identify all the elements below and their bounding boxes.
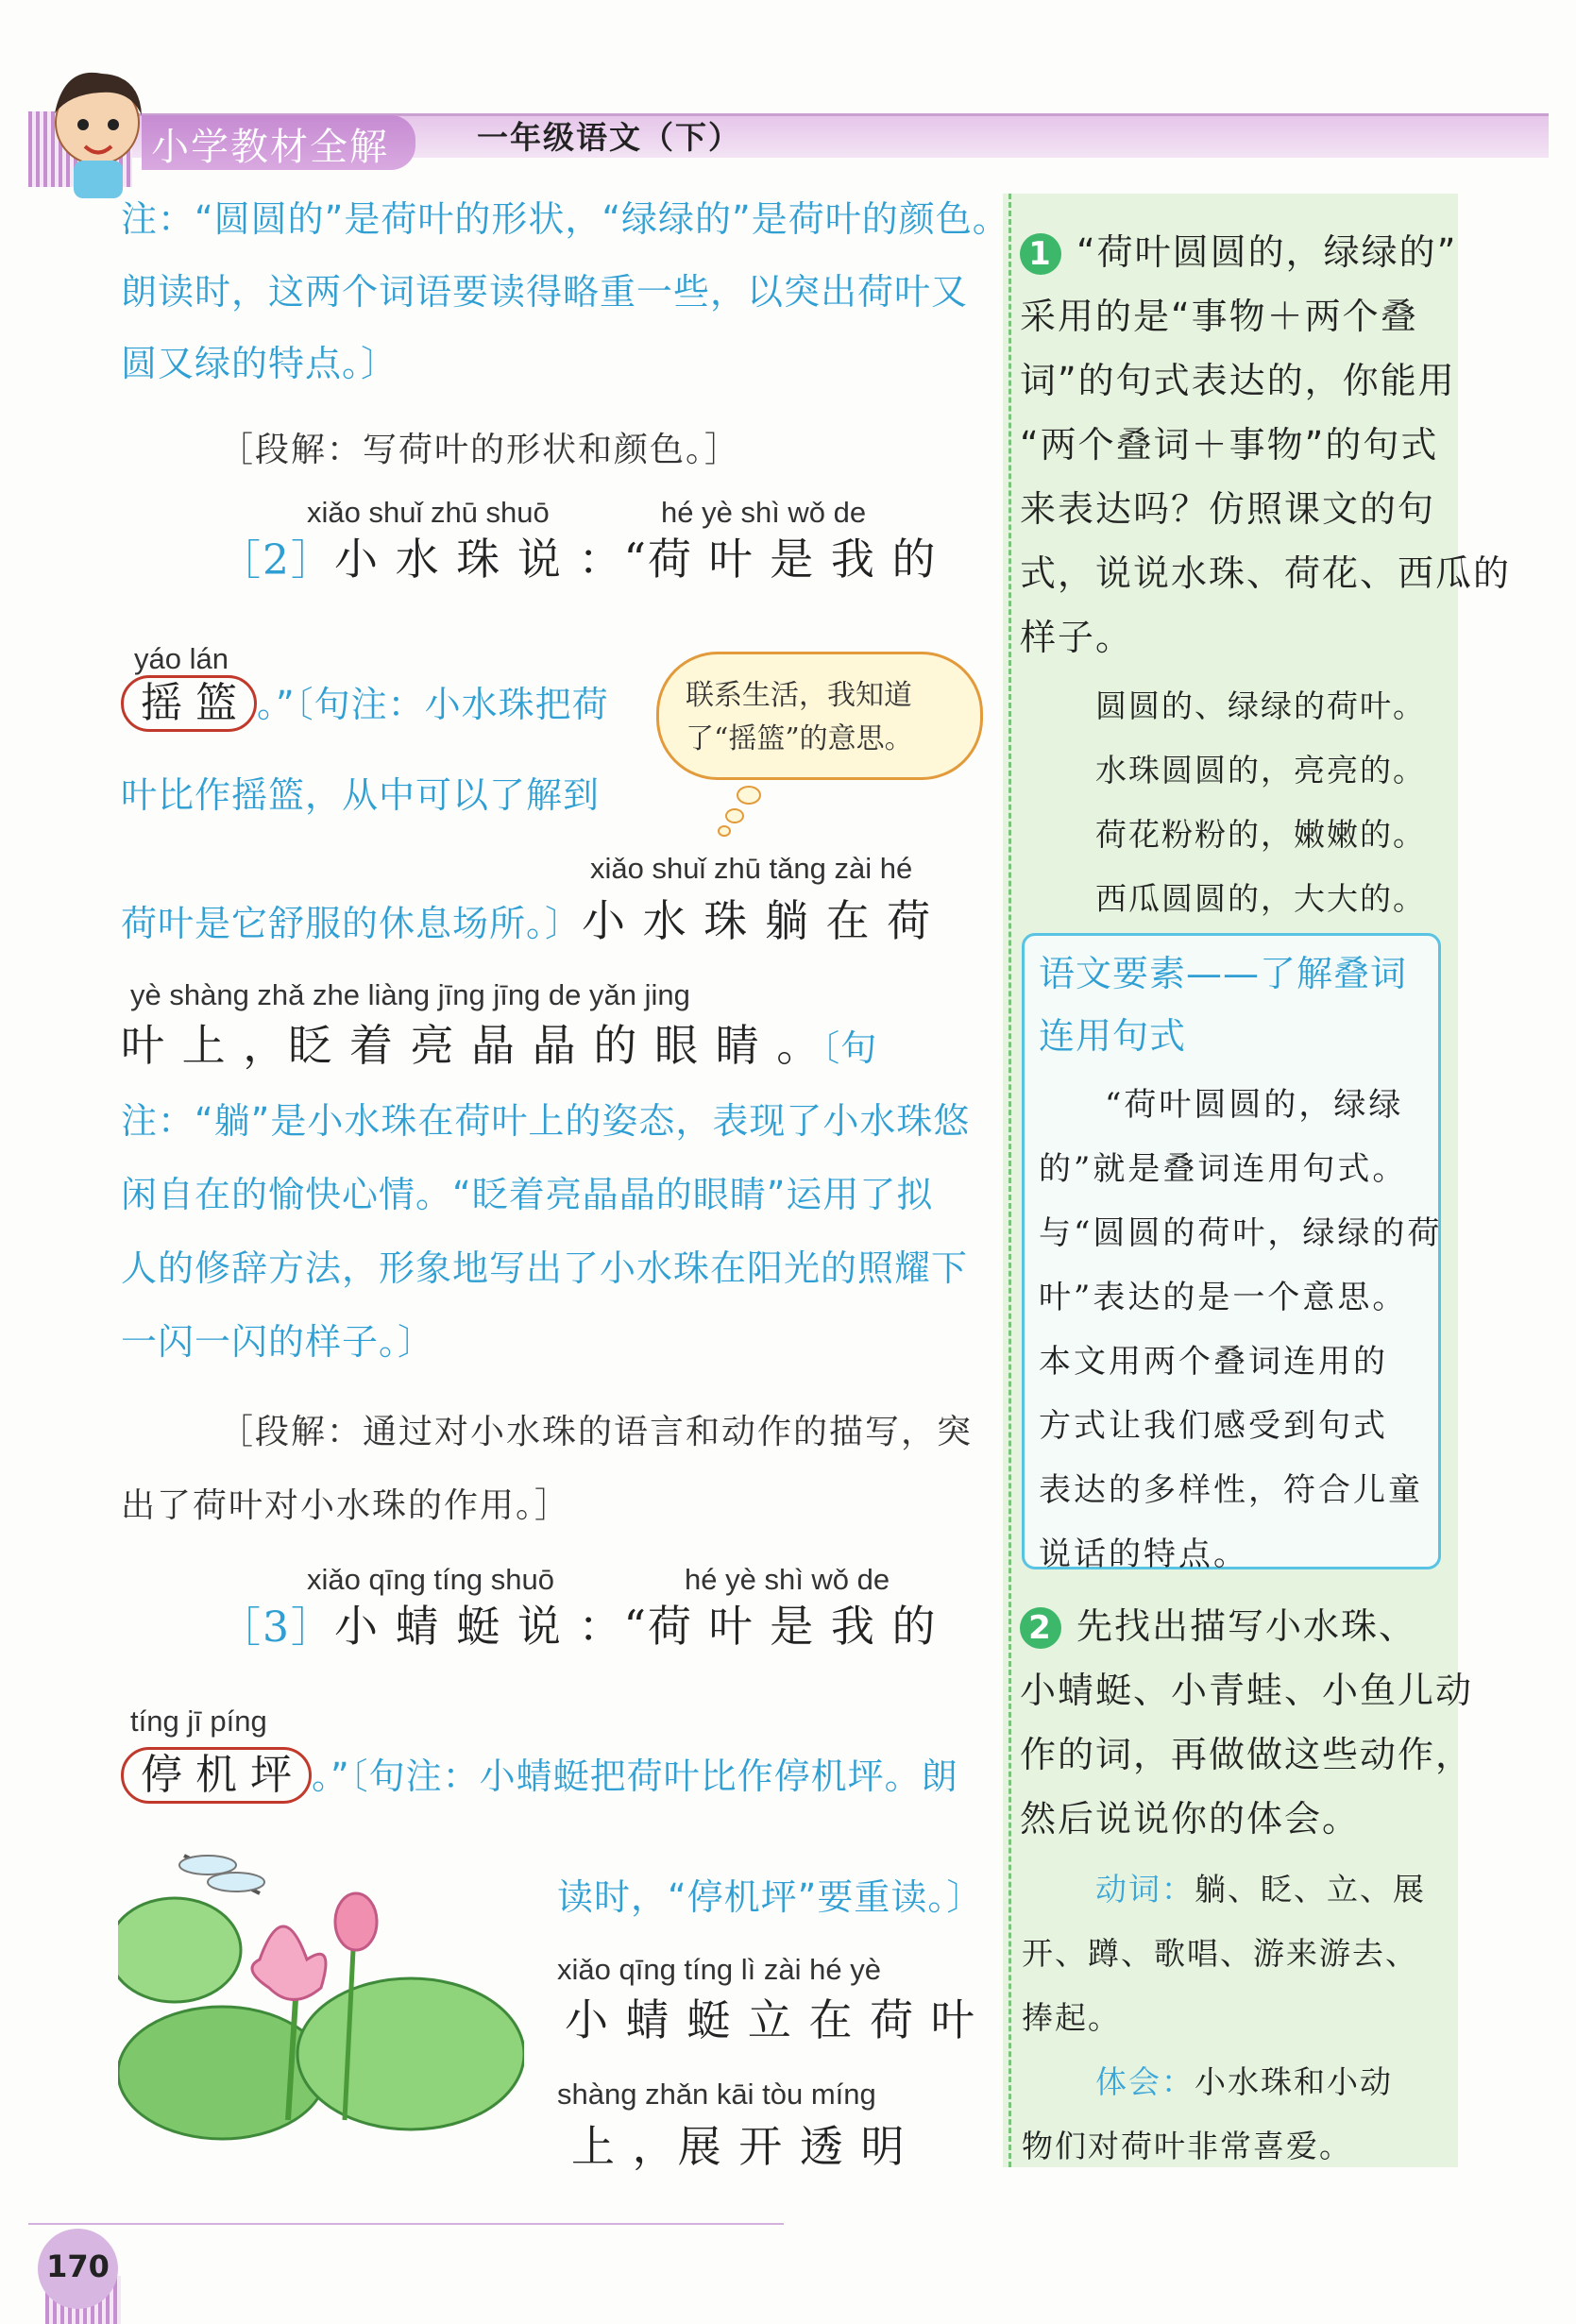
question-2-line — [1020, 1601, 1416, 1652]
box-text: 叶”表达的是一个意思。 — [1039, 1279, 1408, 1316]
answer-text: 躺、眨、立、展 — [1195, 1871, 1426, 1908]
pinyin: hé yè shì wǒ de — [685, 1563, 890, 1596]
bubble-dot — [725, 808, 744, 823]
answer-text: 小水珠和小动 — [1195, 2063, 1393, 2100]
question-1-line: 来表达吗？仿照课文的句 — [1020, 488, 1436, 530]
answer-label: 体会： — [1095, 2063, 1195, 2100]
pinyin: yè shàng zhǎ zhe liàng jīng jīng de yǎn jing — [130, 978, 690, 1011]
bubble-dot — [718, 825, 731, 837]
question-2-line: 作的词，再做做这些动作， — [1020, 1734, 1474, 1775]
box-text: “荷叶圆圆的，绿绿 — [1105, 1086, 1404, 1124]
answer-line: 开、蹲、歌唱、游来游去、 — [1022, 1935, 1418, 1972]
question-1-line: 词”的句式表达的，你能用 — [1020, 360, 1456, 401]
pinyin: xiǎo qīng tíng shuō — [307, 1563, 554, 1596]
note-line: 闲自在的愉快心情。“眨着亮晶晶的眼睛”运用了拟 — [121, 1174, 934, 1215]
example-answer: 圆圆的、绿绿的荷叶。 — [1095, 687, 1426, 724]
example-answer: 水珠圆圆的，亮亮的。 — [1095, 752, 1426, 789]
lotus-illustration — [118, 1837, 524, 2158]
boy-mascot-icon — [26, 57, 168, 198]
question-text: “荷叶圆圆的，绿绿的” — [1076, 231, 1458, 273]
pinyin: tíng jī píng — [130, 1705, 267, 1738]
note-line: 一闪一闪的样子。〕 — [121, 1321, 435, 1363]
text: 小 蜻 蜓 说 ：“荷 叶 是 我 的 — [334, 1601, 938, 1652]
note-line: 朗读时，这两个词语要读得略重一些，以突出荷叶又 — [121, 271, 969, 313]
box-text: 的”就是叠词连用句式。 — [1039, 1150, 1408, 1188]
pinyin: hé yè shì wǒ de — [661, 496, 867, 529]
question-2-line: 小蜻蜓、小青蛙、小鱼儿动 — [1020, 1670, 1474, 1711]
column-divider — [1008, 194, 1011, 2167]
note-line: 读时，“停机坪”要重读。〕 — [557, 1876, 984, 1918]
box-text: 本文用两个叠词连用的 — [1039, 1343, 1388, 1381]
paragraph-number: ［2］ — [219, 536, 334, 585]
question-2-line: 然后说说你的体会。 — [1020, 1798, 1361, 1840]
question-number-badge: 1 — [1020, 233, 1061, 275]
bubble-text: 联系生活，我知道 — [686, 679, 912, 712]
example-answer: 西瓜圆圆的，大大的。 — [1095, 880, 1426, 917]
text: 小 水 珠 躺 在 荷 — [582, 895, 933, 946]
box-title: 语文要素——了解叠词 — [1039, 953, 1408, 994]
pinyin: xiǎo shuǐ zhū tǎng zài hé — [590, 852, 913, 885]
example-answer: 荷花粉粉的，嫩嫩的。 — [1095, 816, 1426, 853]
keyword-circled: 摇 篮 — [121, 675, 257, 732]
paragraph-2-line — [121, 895, 932, 949]
question-1-line: 样子。 — [1020, 617, 1134, 658]
note-line: 注：“圆圆的”是荷叶的形状，“绿绿的”是荷叶的颜色。 — [121, 198, 1009, 240]
paragraph-3-line — [121, 1747, 958, 1804]
note-line: 人的修辞方法，形象地写出了小水珠在阳光的照耀下 — [121, 1247, 969, 1289]
note-line: 注：“躺”是小水珠在荷叶上的姿态，表现了小水珠悠 — [121, 1100, 971, 1142]
segment-summary: 出了荷叶对小水珠的作用。］ — [121, 1486, 571, 1525]
box-title: 连用句式 — [1039, 1015, 1187, 1057]
paragraph-2-line — [121, 675, 609, 732]
bubble-text: 了“摇篮”的意思。 — [686, 722, 913, 755]
paragraph-3-line: 上 ，展 开 透 明 — [571, 2121, 907, 2172]
segment-summary: ［段解：通过对小水珠的语言和动作的描写，突 — [219, 1413, 974, 1451]
box-text: 表达的多样性，符合儿童 — [1039, 1471, 1423, 1509]
question-1-line: “两个叠词＋事物”的句式 — [1020, 424, 1439, 466]
note-text: 荷叶是它舒服的休息场所。〕 — [121, 903, 583, 944]
question-1-line — [1020, 227, 1457, 278]
page-number: 170 — [38, 2229, 118, 2309]
answer-line: 物们对荷叶非常喜爱。 — [1022, 2128, 1352, 2164]
text: 小 水 珠 说 ：“荷 叶 是 我 的 — [334, 534, 938, 585]
note-text: 〔句 — [822, 1027, 878, 1069]
note-line: 叶比作摇篮，从中可以了解到 — [121, 774, 601, 816]
answer-line: 捧起。 — [1022, 1999, 1121, 2036]
paragraph-2-line — [219, 534, 938, 586]
question-1-line: 式，说说水珠、荷花、西瓜的 — [1020, 552, 1512, 594]
text: 叶 上 ，眨 着 亮 晶 晶 的 眼 睛 。 — [121, 1020, 822, 1071]
paragraph-3-line: 小 蜻 蜓 立 在 荷 叶 — [565, 1994, 976, 2045]
paragraph-3-line — [219, 1601, 938, 1654]
pinyin: shàng zhǎn kāi tòu míng — [557, 2078, 876, 2111]
answer-line — [1095, 1865, 1426, 1909]
segment-summary: ［段解：写荷叶的形状和颜色。］ — [219, 431, 741, 469]
box-text: 与“圆圆的荷叶，绿绿的荷 — [1039, 1214, 1443, 1252]
note-line: 圆又绿的特点。〕 — [121, 343, 398, 384]
thought-bubble — [656, 652, 983, 780]
series-title: 小学教材全解 — [151, 126, 389, 169]
question-number-badge: 2 — [1020, 1607, 1061, 1649]
footer-rule — [28, 2223, 784, 2225]
book-title: 一年级语文（下） — [477, 119, 741, 156]
pinyin: xiǎo shuǐ zhū shuō — [307, 496, 550, 529]
sentence-note: 。”〔句注：小蜻蜓把荷叶比作停机坪。朗 — [311, 1756, 958, 1797]
paragraph-number: ［3］ — [219, 1603, 334, 1652]
box-text: 方式让我们感受到句式 — [1039, 1407, 1388, 1445]
question-1-line: 采用的是“事物＋两个叠 — [1020, 296, 1418, 337]
pinyin: yáo lán — [134, 642, 229, 675]
answer-line — [1095, 2058, 1393, 2102]
keyword-circled: 停 机 坪 — [121, 1747, 312, 1804]
box-text: 说话的特点。 — [1039, 1535, 1248, 1573]
question-text: 先找出描写小水珠、 — [1076, 1605, 1417, 1647]
answer-label: 动词： — [1095, 1871, 1195, 1908]
paragraph-2-line — [121, 1020, 877, 1074]
sentence-note: 。”〔句注：小水珠把荷 — [257, 684, 609, 725]
bubble-dot — [737, 786, 761, 805]
pinyin: xiǎo qīng tíng lì zài hé yè — [557, 1953, 881, 1986]
